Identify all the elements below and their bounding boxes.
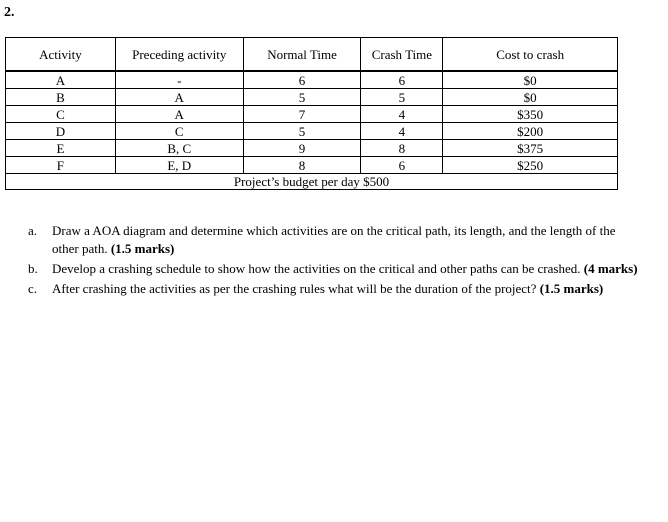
cell-normal-time: 9: [243, 140, 361, 157]
cell-activity: A: [6, 71, 116, 89]
cell-preceding: -: [115, 71, 243, 89]
cell-crash-time: 5: [361, 89, 443, 106]
cell-normal-time: 8: [243, 157, 361, 174]
cell-activity: F: [6, 157, 116, 174]
table-row: [6, 140, 618, 157]
cell-cost: $350: [443, 106, 618, 123]
question-number: 2.: [4, 5, 15, 20]
cell-normal-time: 5: [243, 89, 361, 106]
budget-row: [6, 174, 618, 190]
task-marks: (1.5 marks): [110, 241, 175, 256]
cell-crash-time: 4: [361, 123, 443, 140]
table-header-row: [6, 38, 618, 72]
cell-normal-time: 6: [243, 71, 361, 89]
cell-crash-time: 6: [361, 71, 443, 89]
list-item: [28, 280, 642, 298]
cell-activity: B: [6, 89, 116, 106]
cell-preceding: E, D: [115, 157, 243, 174]
task-marks: (4 marks): [583, 261, 638, 276]
table-row: [6, 123, 618, 140]
header-crash-time: Crash Time: [361, 38, 443, 72]
cell-preceding: A: [115, 89, 243, 106]
cell-cost: $250: [443, 157, 618, 174]
table-row: [6, 157, 618, 174]
budget-note: Project’s budget per day $500: [6, 174, 618, 190]
item-marker: b.: [28, 261, 38, 276]
cell-preceding: C: [115, 123, 243, 140]
task-text: Develop a crashing schedule to show how the activities on the critical and other paths can be crashed.: [52, 261, 581, 276]
list-item: [28, 222, 642, 258]
cell-crash-time: 8: [361, 140, 443, 157]
cell-cost: $0: [443, 89, 618, 106]
cell-cost: $0: [443, 71, 618, 89]
item-marker: c.: [28, 281, 38, 296]
table-row: [6, 106, 618, 123]
cell-cost: $200: [443, 123, 618, 140]
header-cost-to-crash: Cost to crash: [443, 38, 618, 72]
cell-activity: E: [6, 140, 116, 157]
table-row: [6, 89, 618, 106]
table-row: [6, 71, 618, 89]
cell-normal-time: 5: [243, 123, 361, 140]
cell-crash-time: 6: [361, 157, 443, 174]
list-item: [28, 260, 642, 278]
cell-activity: C: [6, 106, 116, 123]
cell-crash-time: 4: [361, 106, 443, 123]
task-text: Draw a AOA diagram and determine which activities are on the critical path, its length, and the length of the other path.: [52, 223, 616, 256]
task-list: [26, 222, 642, 300]
cell-activity: D: [6, 123, 116, 140]
header-activity: Activity: [6, 38, 116, 72]
cell-preceding: B, C: [115, 140, 243, 157]
task-text: After crashing the activities as per the crashing rules what will be the duration of the project?: [52, 281, 537, 296]
header-preceding-activity: Preceding activity: [115, 38, 243, 72]
crashing-data-table: [5, 37, 618, 190]
cell-cost: $375: [443, 140, 618, 157]
cell-normal-time: 7: [243, 106, 361, 123]
task-marks: (1.5 marks): [539, 281, 604, 296]
header-normal-time: Normal Time: [243, 38, 361, 72]
cell-preceding: A: [115, 106, 243, 123]
item-marker: a.: [28, 223, 38, 238]
